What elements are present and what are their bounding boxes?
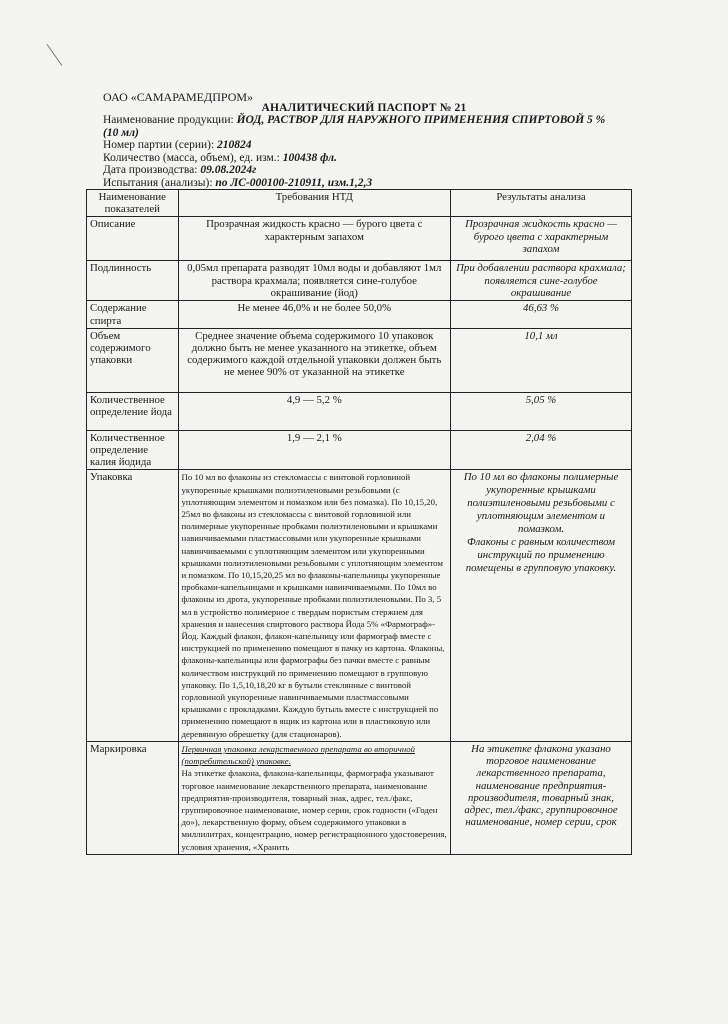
row-result: Прозрачная жидкость красно — бурого цвета с характерным запахом <box>451 217 632 261</box>
row-name: Объем содержимого упаковки <box>87 328 179 392</box>
header-requirements: Требования НТД <box>178 190 451 217</box>
batch-label: Номер партии (серии): <box>103 139 215 152</box>
row-requirement: Среднее значение объема содержимого 10 упаковок должно быть не менее указанного на этикетке, объем содержимого каждой отдельной упаковки должен быть не менее 90% от указанной на этикетке <box>178 328 451 392</box>
row-requirement-text: На этикетке флакона, флакона-капельницы, фармографа указывают торговое наименование лекарственного препарата, наименование предприятия-производителя, товарный знак, адрес, тел./факс, группировочное наименование, номер серии, срок годности («Годен до»), лекарственную форму, объем содержимого упаковки в миллилитрах, концентрацию, номер регистрационного удостоверения, условия хранения, «Хранить <box>181 768 447 852</box>
row-result: 2,04 % <box>451 430 632 470</box>
row-result-part: По 10 мл во флаконы полимерные укупоренные крышками полиэтиленовыми резьбовыми с уплотняющим элементом и помазком. <box>463 471 619 536</box>
tests-value: по ЛС-000100-210911, изм.1,2,3 <box>215 176 373 189</box>
product-line <box>103 114 623 139</box>
header-results: Результаты анализа <box>451 190 632 217</box>
batch-line <box>103 139 623 152</box>
row-name: Количественное определение йода <box>87 392 179 430</box>
date-label: Дата производства: <box>103 164 198 177</box>
date-line <box>103 164 623 177</box>
quantity-line <box>103 152 623 165</box>
row-name: Содержание спирта <box>87 301 179 328</box>
product-label: Наименование продукции: <box>103 114 234 126</box>
row-requirement: 1,9 — 2,1 % <box>178 430 451 470</box>
tests-line <box>103 177 623 190</box>
row-requirement: Не менее 46,0% и не более 50,0% <box>178 301 451 328</box>
table-row <box>87 430 632 470</box>
quantity-label: Количество (масса, объем), ед. изм.: <box>103 151 280 164</box>
table-row <box>87 741 632 854</box>
batch-value: 210824 <box>217 139 252 152</box>
date-value: 09.08.2024г <box>200 164 257 177</box>
product-value: ЙОД, РАСТВОР ДЛЯ НАРУЖНОГО ПРИМЕНЕНИЯ СПИРТОВОЙ 5 % (10 мл) <box>103 114 606 139</box>
row-result-part: Флаконы с равным количеством инструкций по применению помещены в групповую упаковку. <box>465 536 617 575</box>
row-name: Описание <box>87 217 179 261</box>
row-result: На этикетке флакона указано торговое наименование лекарственного препарата, наименование предприятия-производителя, товарный знак, адрес, тел./факс, группировочное наименование, номер серии, срок <box>451 741 632 854</box>
row-result: 10,1 мл <box>451 328 632 392</box>
table-row <box>87 328 632 392</box>
header-indicator: Наименование показателей <box>87 190 179 217</box>
tests-label: Испытания (анализы): <box>103 176 213 189</box>
row-requirement: 4,9 — 5,2 % <box>178 392 451 430</box>
organization-name: ОАО «САМАРАМЕДПРОМ» <box>103 90 254 104</box>
row-name: Количественное определение калия йодида <box>87 430 179 470</box>
product-info <box>103 114 623 190</box>
row-requirement-heading: Первичная упаковка лекарственного препарата во вторичной (потребительской) упаковке. <box>181 743 415 767</box>
row-requirement: 0,05мл препарата разводят 10мл воды и добавляют 1мл раствора крахмала; появляется сине-голубое окрашивание (йод) <box>178 261 451 301</box>
row-result: 5,05 % <box>451 392 632 430</box>
table-row <box>87 470 632 741</box>
row-requirement: По 10 мл во флаконы из стекломассы с винтовой горловиной укупоренные крышками полиэтиленовыми резьбовыми (с уплотняющим элементом и помазком или без помазка). По 10,15,20, 25мл во флаконы из стекломассы с винтовой горловиной или полимерные укупоренные пробками полиэтиленовыми и крышками навинчиваемыми пластмассовыми или укупоренные крышками навинчиваемыми с уплотняющим элементом или укупоренными крышками полиэтиленовыми резьбовыми с уплотняющим элементом и помазком. По 10,15,20,25 мл во флаконы-капельницы укупоренные пробками-капельницами и крышками навинчиваемыми. По 10мл во флаконы из дрота, укупоренные пробками полиэтиленовыми. По 3, 5 мл в устройство полимерное с твердым пористым стержнем для хранения и нанесения спиртового раствора Йода 5% «Фармограф»-Йод. Каждый флакон, флакон-капельницу или фармограф вместе с инструкцией по применению помещают в пачку из картона. Флаконы, флаконы-капельницы или фармографы без пачки вместе с равным количеством инструкций по применению помещают в групповую упаковку. По 1,5,10,18,20 кг в бутыли стеклянные с винтовой горловиной укупоренные навинчиваемыми пластмассовыми крышками с прокладками. Каждую бутыль вместе с инструкцией по применению помещают в ящик из картона или в пластиковую или деревянную обрешетку (для стационаров). <box>178 470 451 741</box>
table-header-row <box>87 190 632 217</box>
row-requirement <box>178 741 451 854</box>
table-row <box>87 301 632 328</box>
row-requirement: Прозрачная жидкость красно — бурого цвета с характерным запахом <box>178 217 451 261</box>
table-row <box>87 217 632 261</box>
table-row <box>87 392 632 430</box>
quantity-value: 100438 фл. <box>282 151 337 164</box>
table-row <box>87 261 632 301</box>
row-name: Подлинность <box>87 261 179 301</box>
scan-mark <box>47 44 63 66</box>
row-result <box>451 470 632 741</box>
row-result: 46,63 % <box>451 301 632 328</box>
row-result: При добавлении раствора крахмала; появляется сине-голубое окрашивание <box>451 261 632 301</box>
row-name: Упаковка <box>87 470 179 741</box>
row-name: Маркировка <box>87 741 179 854</box>
analysis-table <box>86 189 632 855</box>
document-title: АНАЛИТИЧЕСКИЙ ПАСПОРТ № 21 <box>261 102 467 114</box>
